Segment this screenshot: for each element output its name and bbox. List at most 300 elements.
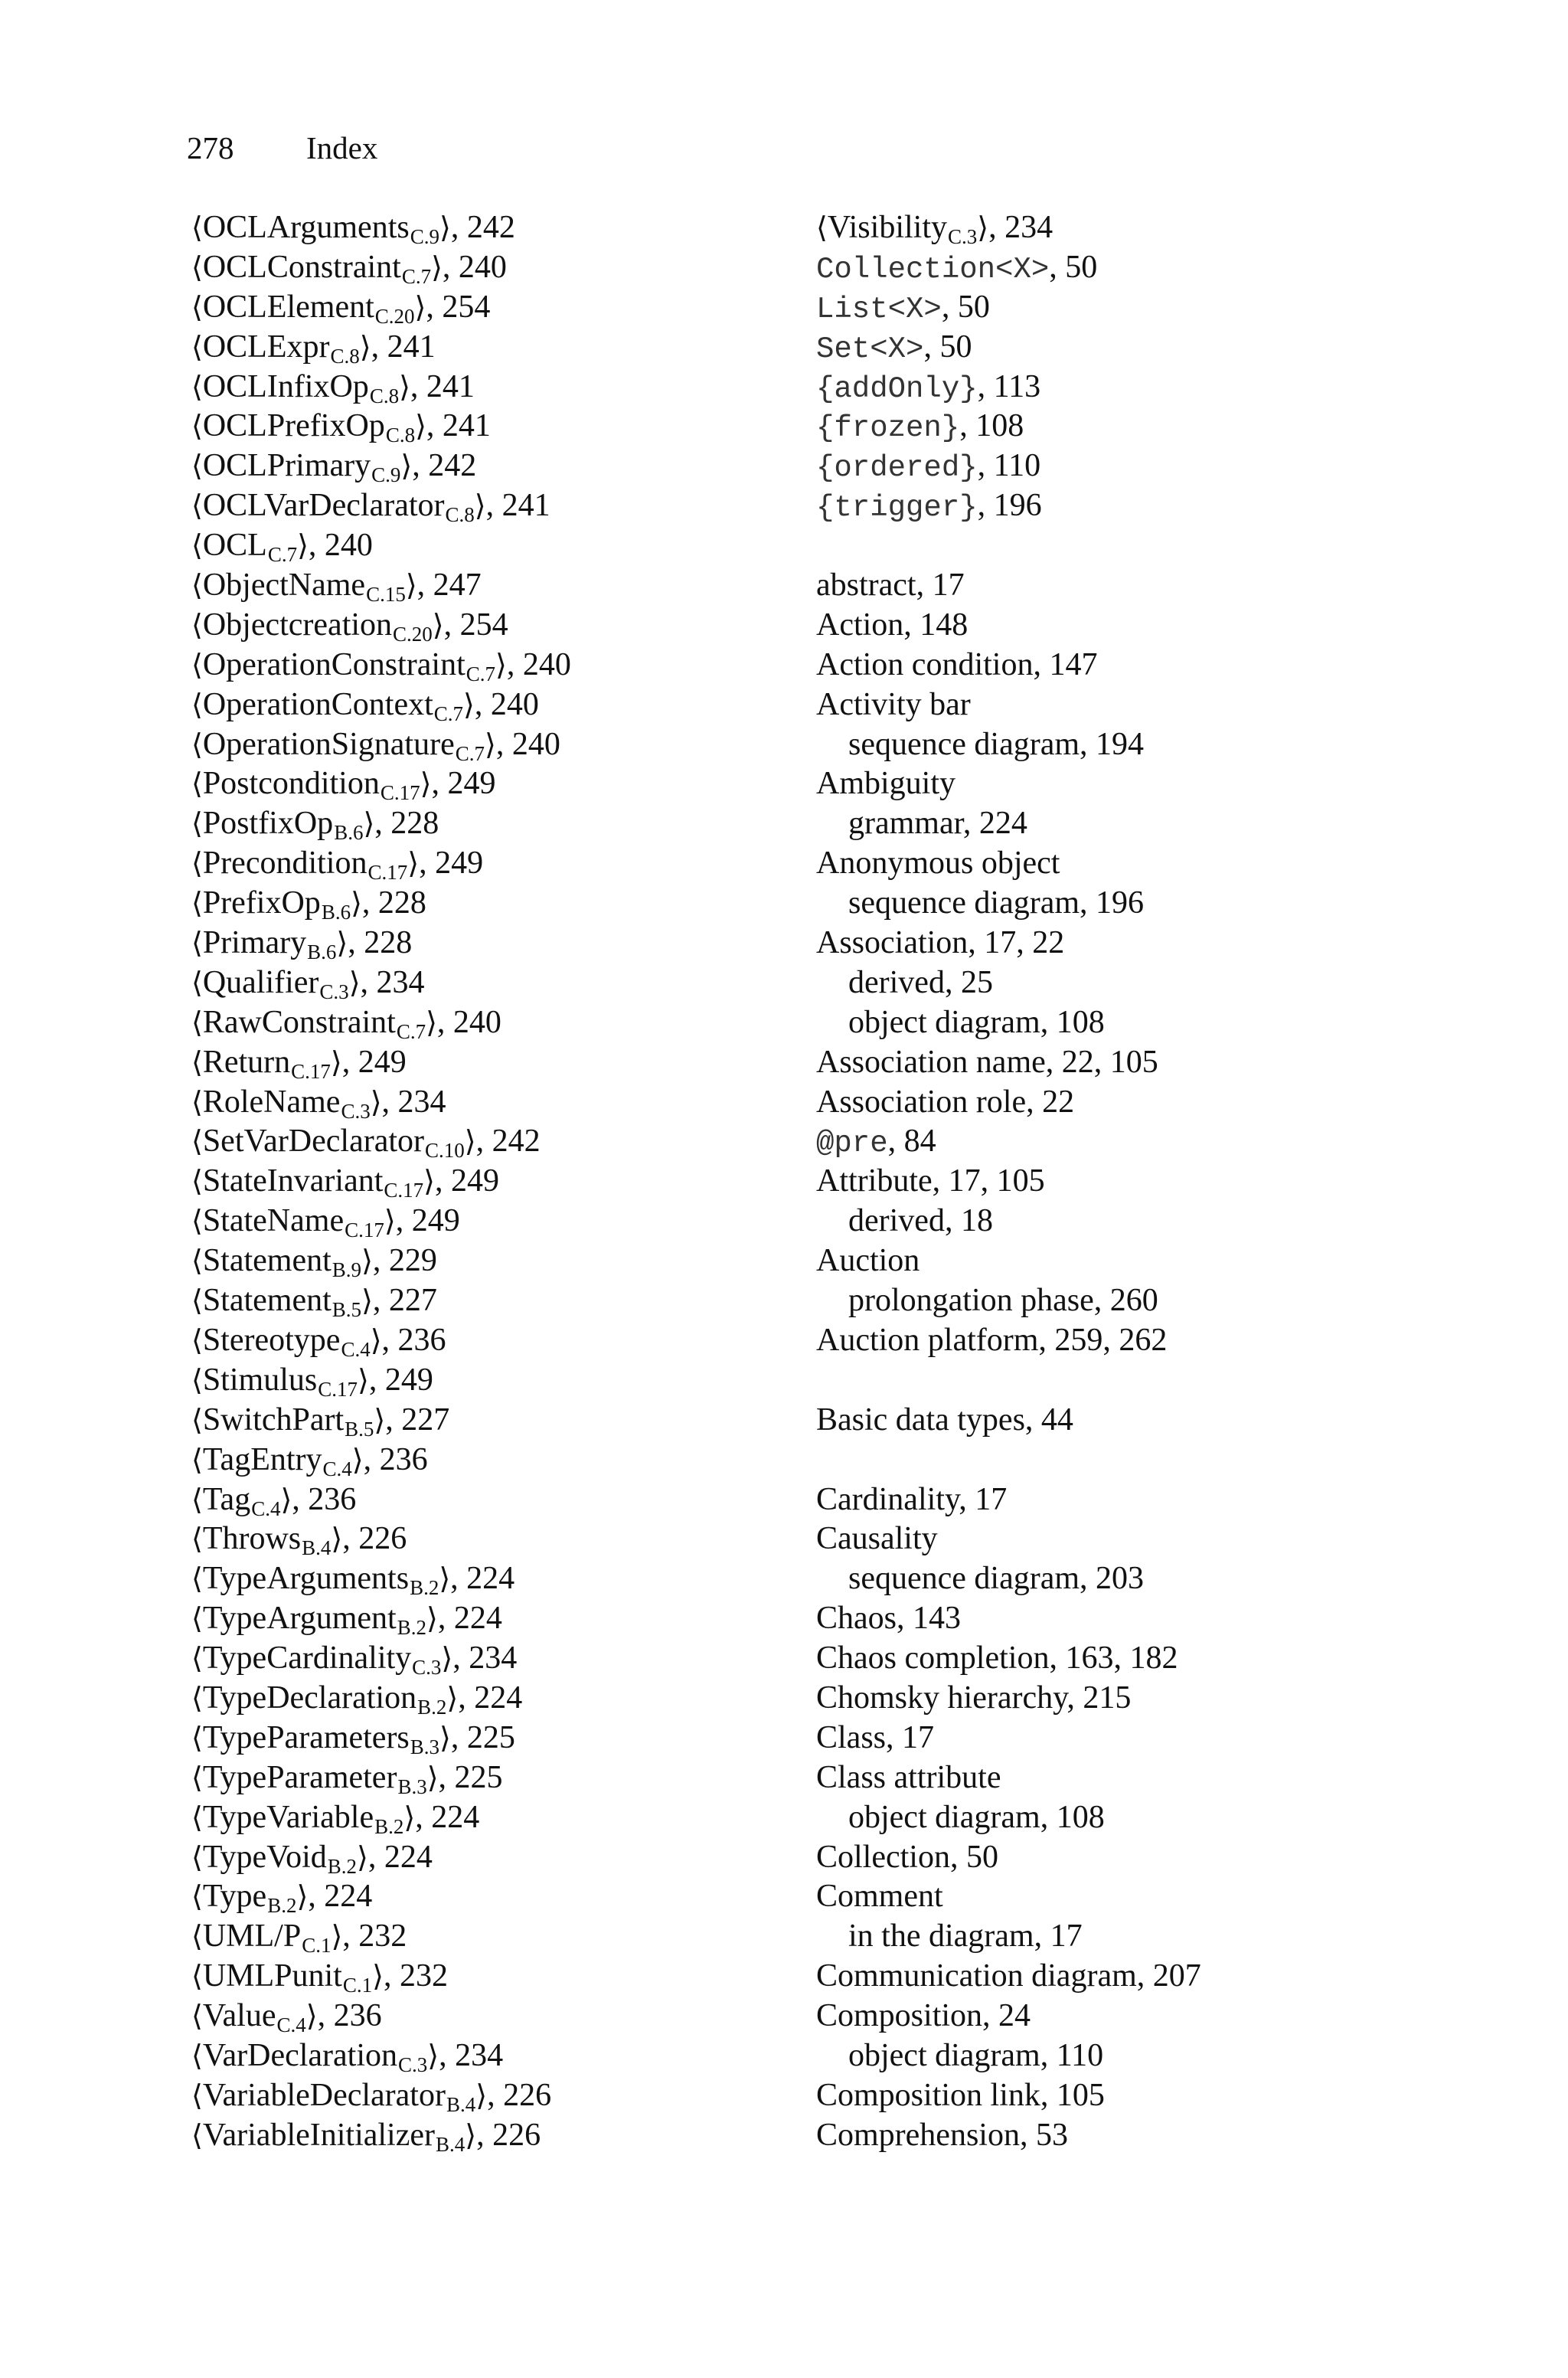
nonterminal-subscript: C.3 [319,980,349,1003]
index-entry [191,844,789,884]
nonterminal-subscript: C.20 [374,304,415,328]
page-refs: , 241 [410,368,475,404]
index-entry [191,1321,789,1361]
index-subentry: prolongation phase, 260 [848,1283,1158,1319]
nonterminal-name: OCLInfixOp [202,368,369,404]
page-number: 278 [187,130,234,165]
angle-close: ⟩ [426,1760,439,1794]
nonterminal-subscript: C.7 [466,662,496,685]
index-entry: abstract, 17 [816,568,965,603]
nonterminal-subscript: C.3 [398,2053,428,2076]
angle-open: ⟨ [191,767,203,801]
index-entry [191,1401,789,1441]
angle-open: ⟨ [191,1720,203,1755]
page-refs: , 225 [450,1719,515,1755]
nonterminal-name: TypeCardinality [202,1640,412,1676]
angle-close: ⟩ [363,806,375,841]
running-header [187,129,377,167]
angle-close: ⟩ [370,1084,382,1119]
nonterminal-subscript: B.3 [410,1735,440,1758]
index-entry: Composition link, 105 [816,2077,1105,2113]
index-subentry: object diagram, 108 [848,1004,1105,1040]
index-entry: Attribute, 17, 105 [816,1163,1045,1199]
nonterminal-subscript: C.8 [445,503,475,527]
angle-open: ⟨ [191,1680,203,1715]
index-entry [191,446,789,486]
index-entry [191,1361,789,1401]
page-refs: , 224 [415,1799,480,1835]
angle-open: ⟨ [191,1244,203,1278]
nonterminal-subscript: B.6 [334,821,364,845]
index-subentry: sequence diagram, 196 [848,885,1145,921]
index-entry [816,446,1413,486]
index-entry [816,407,1413,446]
index-entry: Activity bar [816,686,971,722]
nonterminal-subscript: B.2 [374,1814,404,1838]
index-entry [191,288,789,328]
nonterminal-subscript: C.9 [410,225,439,248]
page-refs: , 249 [395,1203,460,1239]
angle-close: ⟩ [403,1800,416,1834]
angle-close: ⟩ [977,211,989,244]
nonterminal-subscript: C.15 [366,583,406,607]
nonterminal-name: SwitchPart [202,1402,345,1438]
angle-open: ⟨ [191,2118,203,2152]
angle-open: ⟨ [191,1641,203,1676]
nonterminal-name: Stimulus [202,1362,318,1398]
index-entry [191,1997,789,2036]
code-term: {ordered} [816,451,978,486]
nonterminal-subscript: C.17 [345,1218,384,1242]
nonterminal-name: Objectcreation [202,607,393,643]
index-subentry: sequence diagram, 194 [848,726,1145,762]
angle-close: ⟩ [374,1402,386,1437]
nonterminal-subscript: C.3 [341,1099,371,1123]
index-entry [816,288,1413,328]
index-entry [191,1281,789,1321]
nonterminal-subscript: B.9 [332,1258,362,1282]
group-spacer [816,1441,1413,1480]
code-term: {addOnly} [816,371,978,406]
page-refs: , 226 [476,2117,541,2153]
angle-close: ⟩ [296,1879,309,1914]
index-subentry: sequence diagram, 203 [848,1561,1145,1597]
index-entry: Collection, 50 [816,1839,998,1875]
code-term: Set<X> [816,332,924,366]
angle-close: ⟩ [370,1323,382,1357]
index-subentry: derived, 25 [848,964,993,1000]
index-entry [191,566,789,606]
nonterminal-name: Statement [202,1283,332,1319]
running-title: Index [306,130,378,165]
nonterminal-name: Primary [202,925,307,961]
nonterminal-subscript: C.8 [385,424,416,447]
page-refs: , 241 [426,408,491,444]
nonterminal-name: TypeVoid [202,1839,327,1875]
page-refs: , 196 [977,488,1042,524]
page-refs: , 249 [368,1362,433,1398]
angle-open: ⟨ [191,647,203,682]
index-entry [191,328,789,368]
page-refs: , 254 [426,289,491,325]
angle-close: ⟩ [439,1720,451,1755]
angle-close: ⟩ [423,1164,435,1199]
angle-close: ⟩ [474,489,486,523]
index-entry: Chomsky hierarchy, 215 [816,1680,1132,1716]
index-entry [191,1441,789,1480]
nonterminal-name: ObjectName [202,568,366,603]
angle-close: ⟩ [432,607,444,642]
index-entry: Association, 17, 22 [816,925,1065,961]
nonterminal-name: RawConstraint [202,1004,396,1040]
page-refs: , 228 [348,925,413,961]
angle-open: ⟨ [191,1204,203,1238]
nonterminal-name: OCLConstraint [202,249,401,285]
index-entry: Action condition, 147 [816,646,1098,682]
page-refs: , 234 [381,1084,446,1120]
angle-close: ⟩ [361,1244,373,1278]
index-entry [816,1122,1413,1162]
index-entry: Association role, 22 [816,1084,1075,1120]
page-refs: , 224 [368,1839,433,1875]
nonterminal-subscript: B.2 [267,1894,297,1918]
page-refs: , 226 [487,2077,552,2113]
angle-close: ⟩ [280,1482,292,1516]
nonterminal-subscript: C.9 [371,463,401,487]
angle-close: ⟩ [351,1442,364,1477]
index-entry [191,1083,789,1123]
page-refs: , 234 [439,2037,504,2073]
nonterminal-name: TagEntry [202,1441,322,1477]
nonterminal-name: Value [202,1998,276,2034]
angle-open: ⟨ [191,2078,203,2112]
angle-close: ⟩ [420,767,432,801]
angle-open: ⟨ [191,806,203,841]
nonterminal-name: VariableInitializer [202,2117,435,2153]
angle-open: ⟨ [191,289,203,324]
angle-close: ⟩ [357,1362,369,1397]
angle-open: ⟨ [191,1760,203,1794]
angle-open: ⟨ [191,687,203,721]
nonterminal-name: OperationConstraint [202,646,466,682]
index-subentry: derived, 18 [848,1203,993,1239]
page-refs: , 241 [371,329,436,365]
nonterminal-name: PrefixOp [202,885,321,921]
index-entry [191,1480,789,1520]
nonterminal-name: Type [202,1879,267,1915]
angle-open: ⟨ [191,1084,203,1119]
angle-close: ⟩ [446,1680,459,1715]
angle-close: ⟩ [426,1601,438,1636]
page-refs: , 227 [372,1283,437,1319]
nonterminal-subscript: C.7 [433,702,464,725]
angle-close: ⟩ [331,1522,343,1556]
angle-open: ⟨ [191,1362,203,1397]
nonterminal-subscript: C.3 [948,225,978,248]
index-subentry: object diagram, 108 [848,1799,1105,1835]
index-entry [191,1639,789,1679]
group-spacer [816,526,1413,566]
angle-close: ⟩ [439,211,451,244]
index-entry [191,1798,789,1838]
nonterminal-subscript: B.2 [410,1576,439,1600]
angle-close: ⟩ [297,528,309,563]
index-entry: Auction [816,1243,920,1279]
index-entry: Basic data types, 44 [816,1402,1073,1438]
index-entry [191,526,789,566]
angle-open: ⟨ [191,568,203,603]
nonterminal-name: TypeVariable [202,1799,374,1835]
angle-open: ⟨ [191,1959,203,1994]
nonterminal-subscript: C.4 [251,1496,281,1520]
nonterminal-name: Statement [202,1243,332,1279]
nonterminal-name: OCLPrimary [202,448,371,484]
angle-open: ⟨ [191,727,203,761]
nonterminal-subscript: C.1 [302,1934,332,1958]
nonterminal-subscript: C.7 [396,1019,426,1043]
index-entry [191,685,789,725]
angle-close: ⟩ [384,1204,396,1238]
code-term: @pre [816,1127,888,1161]
angle-open: ⟨ [191,1482,203,1516]
nonterminal-subscript: B.4 [302,1536,332,1560]
nonterminal-subscript: C.1 [342,1974,373,1997]
nonterminal-name: OCLElement [202,289,374,325]
angle-open: ⟨ [191,1840,203,1874]
index-entry [191,368,789,407]
index-entry [191,1241,789,1281]
nonterminal-name: OCLPrefixOp [202,408,385,444]
nonterminal-name: TypeParameters [202,1719,410,1755]
code-term: List<X> [816,292,942,326]
nonterminal-name: PostfixOp [202,806,334,842]
index-entry: Composition, 24 [816,1998,1031,2034]
nonterminal-subscript: C.4 [276,2013,306,2037]
angle-close: ⟩ [439,1562,451,1596]
angle-close: ⟩ [415,409,426,443]
nonterminal-subscript: B.2 [397,1616,426,1640]
index-entry [191,1519,789,1559]
index-entry [191,1679,789,1719]
page-refs: , 224 [308,1879,373,1915]
page-refs: , 236 [317,1998,382,2034]
index-entry: Causality [816,1521,938,1557]
page-refs: , 249 [435,1163,499,1199]
index-entry [191,1202,789,1241]
index-entry [191,1917,789,1957]
page-refs: , 228 [361,885,426,921]
nonterminal-name: UMLPunit [202,1958,342,1994]
index-entry [191,1003,789,1043]
page-refs: , 240 [308,528,373,564]
angle-open: ⟨ [191,1800,203,1834]
nonterminal-subscript: B.2 [417,1695,447,1719]
angle-open: ⟨ [191,886,203,921]
nonterminal-subscript: C.4 [341,1337,371,1361]
index-entry [191,924,789,963]
page-refs: , 50 [1049,249,1098,285]
index-entry [191,2116,789,2156]
page-refs: , 236 [381,1322,446,1358]
angle-close: ⟩ [359,329,371,364]
page-refs: , 224 [450,1561,515,1597]
angle-close: ⟩ [463,687,475,721]
angle-open: ⟨ [191,369,203,404]
page-refs: , 50 [941,289,990,325]
page-refs: , 242 [412,448,477,484]
nonterminal-name: Visibility [827,210,947,245]
index-entry: Class attribute [816,1759,1001,1795]
nonterminal-name: OperationSignature [202,726,455,762]
nonterminal-subscript: B.3 [397,1775,427,1798]
nonterminal-subscript: C.17 [380,781,420,805]
index-entry: Anonymous object [816,846,1060,882]
index-entry: Action, 148 [816,607,969,643]
index-entry: Auction platform, 259, 262 [816,1322,1168,1358]
index-entry [191,1719,789,1758]
angle-close: ⟩ [475,2078,488,2112]
group-spacer [816,1361,1413,1401]
index-entry [191,606,789,646]
index-entry: Ambiguity [816,766,956,802]
angle-close: ⟩ [400,449,413,483]
nonterminal-subscript: C.7 [267,543,298,567]
index-entry [191,1043,789,1083]
nonterminal-name: StateName [202,1203,345,1239]
nonterminal-name: SetVarDeclarator [202,1124,425,1160]
nonterminal-subscript: C.17 [291,1059,331,1083]
page-refs: , 225 [438,1759,503,1795]
index-entry [191,1838,789,1878]
index-subentry: grammar, 224 [848,806,1027,842]
page-refs: , 249 [431,766,496,802]
nonterminal-subscript: B.6 [321,901,351,924]
angle-close: ⟩ [495,647,507,682]
index-entry: Chaos completion, 163, 182 [816,1640,1178,1676]
page-refs: , 254 [443,607,508,643]
angle-close: ⟩ [485,727,496,761]
index-entry [191,1122,789,1162]
angle-close: ⟩ [464,1124,476,1159]
nonterminal-name: OCLArguments [202,210,410,245]
page-refs: , 242 [450,210,515,245]
nonterminal-name: Tag [202,1481,251,1517]
angle-open: ⟨ [191,1919,203,1954]
page-refs: , 227 [385,1402,450,1438]
nonterminal-name: RoleName [202,1084,341,1120]
index-subentry: in the diagram, 17 [848,1918,1083,1954]
nonterminal-name: StateInvariant [202,1163,384,1199]
index-entry [191,725,789,765]
angle-close: ⟩ [348,965,361,999]
angle-open: ⟨ [191,846,203,881]
page-refs: , 224 [437,1601,502,1637]
angle-close: ⟩ [465,2118,477,2152]
angle-open: ⟨ [191,528,203,563]
angle-open: ⟨ [191,1442,203,1477]
nonterminal-name: Precondition [202,846,368,882]
angle-open: ⟨ [191,489,203,523]
page-refs: , 242 [475,1124,541,1160]
nonterminal-name: VarDeclaration [202,2037,398,2073]
index-entry: Cardinality, 17 [816,1481,1008,1517]
page-refs: , 236 [363,1441,428,1477]
angle-close: ⟩ [331,1919,343,1954]
page-refs: , 249 [419,846,484,882]
angle-close: ⟩ [305,1999,318,2033]
nonterminal-subscript: C.10 [425,1139,465,1163]
nonterminal-name: OCLVarDeclarator [202,488,445,524]
index-entry: Chaos, 143 [816,1601,961,1637]
page-refs: , 236 [292,1481,357,1517]
index-entry: Comment [816,1879,943,1915]
index-entry: Association name, 22, 105 [816,1044,1158,1080]
angle-open: ⟨ [191,1045,203,1079]
angle-close: ⟩ [405,568,417,603]
nonterminal-name: Qualifier [202,964,319,1000]
angle-close: ⟩ [414,289,426,324]
nonterminal-subscript: B.4 [436,2132,466,2156]
page-refs: , 224 [458,1680,523,1716]
angle-open: ⟨ [191,1284,203,1318]
angle-open: ⟨ [191,211,203,244]
angle-open: ⟨ [191,409,203,443]
page-refs: , 110 [977,448,1041,484]
angle-close: ⟩ [427,2038,439,2072]
page-refs: , 226 [342,1521,407,1557]
page-refs: , 108 [959,408,1024,444]
index-entry [191,804,789,844]
nonterminal-name: Stereotype [202,1322,341,1358]
index-entry: Comprehension, 53 [816,2117,1068,2153]
page-refs: , 240 [474,686,539,722]
nonterminal-name: UML/P [202,1918,302,1954]
index-column-right [816,208,1413,2156]
angle-open: ⟨ [191,965,203,999]
angle-close: ⟩ [399,369,410,404]
index-column-left [191,208,789,2156]
angle-close: ⟩ [431,250,443,284]
page-refs: , 240 [442,249,507,285]
index-entry [191,208,789,248]
nonterminal-subscript: C.17 [384,1179,424,1202]
page-refs: , 50 [923,329,972,365]
nonterminal-name: OCL [202,528,267,564]
index-entry [816,248,1413,288]
nonterminal-subscript: C.4 [322,1457,352,1480]
nonterminal-subscript: B.6 [307,940,337,964]
nonterminal-subscript: C.17 [318,1377,358,1401]
angle-open: ⟨ [191,329,203,364]
angle-open: ⟨ [191,1164,203,1199]
page-refs: , 234 [988,210,1054,245]
index-entry: Communication diagram, 207 [816,1958,1201,1994]
page-refs: , 228 [374,806,439,842]
page-refs: , 234 [360,964,425,1000]
nonterminal-name: Postcondition [202,766,380,802]
page-refs: , 232 [342,1918,407,1954]
index-entry [191,1957,789,1997]
index-entry [191,1599,789,1639]
nonterminal-name: Return [202,1044,291,1080]
index-entry [191,1162,789,1202]
nonterminal-subscript: C.7 [455,741,485,765]
code-term: {frozen} [816,411,960,446]
page-refs: , 84 [887,1124,936,1160]
nonterminal-name: Throws [202,1521,302,1557]
angle-open: ⟨ [191,1124,203,1159]
index-entry [816,486,1413,526]
